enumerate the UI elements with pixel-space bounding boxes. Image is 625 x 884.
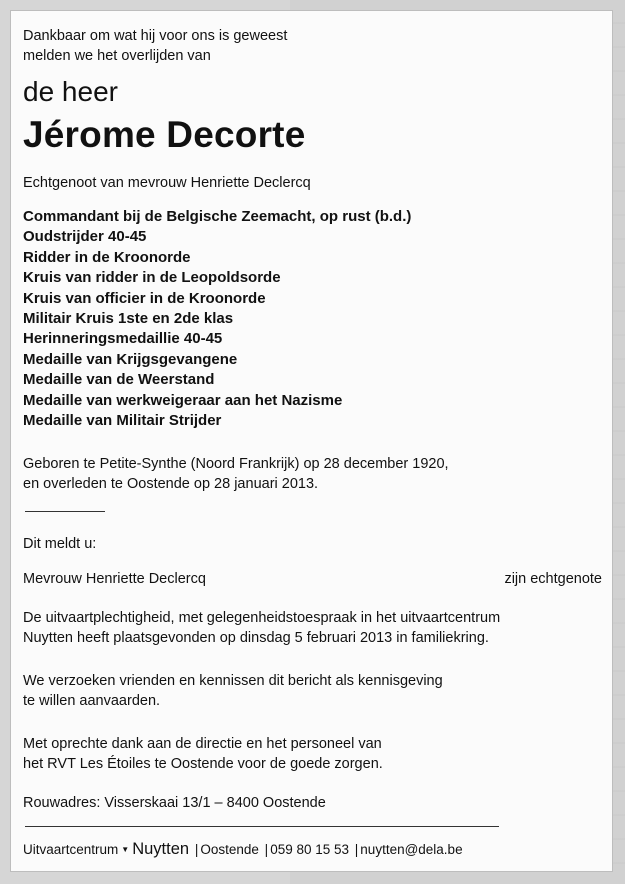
footer-divider [25, 826, 499, 827]
honour-item: Herinneringsmedaillie 40-45 [23, 330, 223, 348]
honour-item: Commandant bij de Belgische Zeemacht, op rust (b.d.) [23, 208, 412, 225]
honour-item: Medaille van Militair Strijder [23, 412, 222, 430]
footer-phone: 059 80 15 53 [270, 842, 350, 857]
thanks-text: Met oprechte dank aan de directie en het personeel van het RVT Les Étoiles te Oostende voor de goede zorgen. [23, 736, 383, 772]
deceased-name: Jérome Decorte [23, 114, 306, 155]
mourning-address: Rouwadres: Visserskaai 13/1 – 8400 Oostende [23, 795, 326, 811]
announced-by: Dit meldt u: [23, 536, 97, 552]
separator: | [354, 842, 359, 857]
honour-item: Ridder in de Kroonorde [23, 248, 191, 266]
honour-item: Militair Kruis 1ste en 2de klas [23, 310, 234, 328]
relative-name: Mevrouw Henriette Declercq [23, 571, 206, 587]
relative-relation: zijn echtgenote [504, 571, 602, 587]
funeral-text: De uitvaartplechtigheid, met gelegenheidstoespraak in het uitvaartcentrum Nuytten heeft plaatsgevonden op dinsdag 5 februari 2013 in familiekring. [23, 610, 501, 646]
honours-list [23, 207, 411, 431]
footer-city: Oostende [200, 842, 259, 857]
funeral-home-footer [23, 839, 463, 860]
spouse-line: Echtgenoot van mevrouw Henriette Declercq [23, 175, 311, 191]
honour-item: Oudstrijder 40-45 [23, 228, 147, 246]
intro-text: Dankbaar om wat hij voor ons is geweest melden we het overlijden van [23, 28, 288, 64]
salutation: de heer [23, 76, 118, 107]
request-text: We verzoeken vrienden en kennissen dit bericht als kennisgeving te willen aanvaarden. [23, 673, 443, 709]
footer-brand: Nuytten [132, 840, 190, 858]
honour-item: Medaille van de Weerstand [23, 371, 215, 389]
separator: | [194, 842, 199, 857]
divider [25, 511, 105, 512]
obituary-notice [10, 10, 613, 872]
separator: | [264, 842, 269, 857]
honour-item: Kruis van ridder in de Leopoldsorde [23, 269, 281, 287]
birth-death-text: Geboren te Petite-Synthe (Noord Frankrijk) op 28 december 1920, en overleden te Oostende op 28 januari 2013. [23, 456, 449, 492]
bullet-icon: ▼ [121, 845, 130, 855]
footer-email[interactable]: nuytten@dela.be [360, 842, 463, 857]
honour-item: Medaille van werkweigeraar aan het Nazisme [23, 391, 343, 409]
honour-item: Kruis van officier in de Kroonorde [23, 289, 266, 307]
honour-item: Medaille van Krijgsgevangene [23, 350, 238, 368]
footer-prefix: Uitvaartcentrum [23, 842, 119, 857]
